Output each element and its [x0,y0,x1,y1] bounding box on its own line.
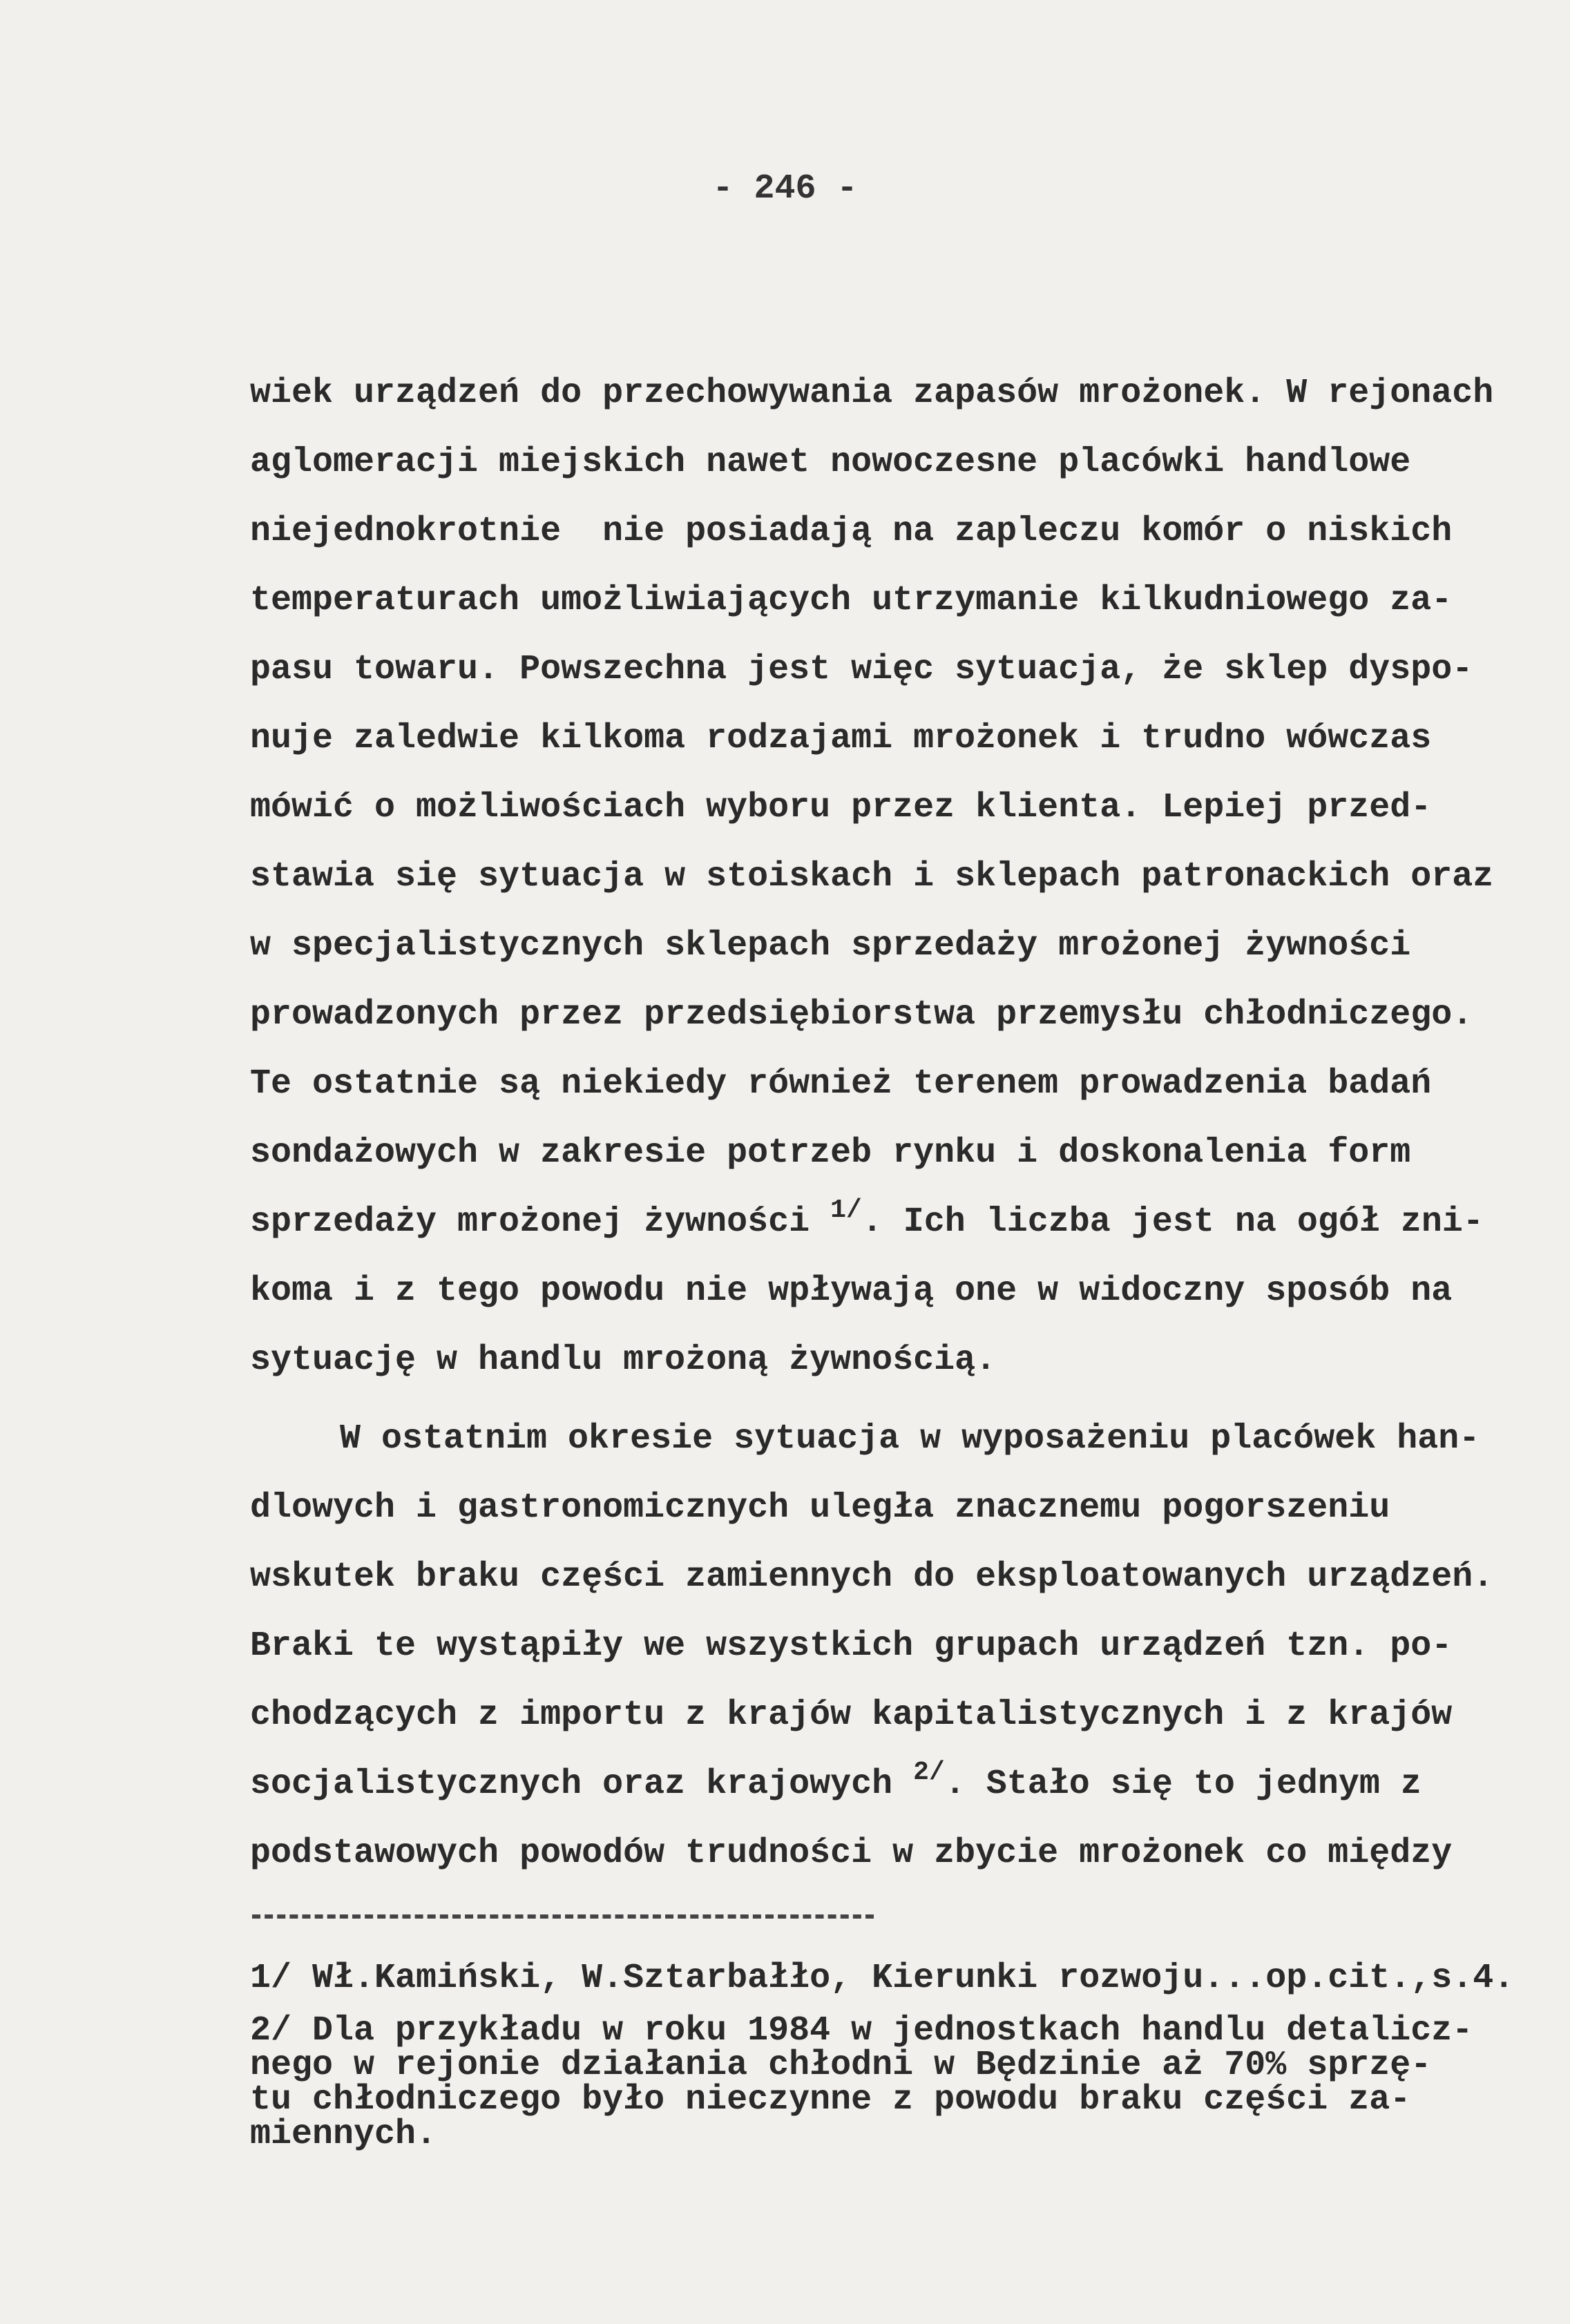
text-line: wiek urządzeń do przechowywania zapasów mrożonek. W rejonach [250,374,1494,413]
footnote-separator [252,1914,874,1919]
footnote-2-line: tu chłodniczego było nieczynne z powodu braku części za- [250,2080,1411,2120]
footnote-text: Dla przykładu w roku 1984 w jednostkach handlu detalicz- [312,2011,1473,2051]
text-line: mówić o możliwościach wyboru przez klienta. Lepiej przed- [250,788,1432,827]
text: . Stało się to jednym z [944,1765,1421,1804]
text-line: chodzących z importu z krajów kapitalistycznych i z krajów [250,1696,1453,1735]
text-line: w specjalistycznych sklepach sprzedaży mrożonej żywności [250,926,1411,966]
text-line: aglomeracji miejskich nawet nowoczesne placówki handlowe [250,443,1411,482]
text: . Ich liczba jest na ogół zni- [861,1202,1484,1242]
text: socjalistycznych oraz krajowych [250,1765,914,1804]
text-line [250,1750,1562,1819]
footnote-text: Wł.Kamiński, W.Sztarbałło, Kierunki rozwoju...op.cit.,s.4. [312,1959,1515,1998]
text-line: pasu towaru. Powszechna jest więc sytuacja, że sklep dyspo- [250,650,1473,689]
page-number: - 246 - [712,169,858,209]
paragraph-2 [250,1405,1562,1888]
footnote-2-line: nego w rejonie działania chłodni w Będzinie aż 70% sprzę- [250,2046,1432,2085]
text: sprzedaży mrożonej żywności [250,1202,831,1242]
body-text [250,359,1562,1888]
paragraph-1 [250,359,1562,1395]
text-line: wskutek braku części zamiennych do eksploatowanych urządzeń. [250,1557,1494,1597]
footnote-1 [250,1961,1562,1996]
footnote-marker: 1/ [250,1959,292,1998]
text-line: stawia się sytuacja w stoiskach i sklepach patronackich oraz [250,857,1494,896]
footnote-ref-2: 2/ [913,1758,945,1787]
text-line: niejednokrotnie nie posiadają na zapleczu komór o niskich [250,512,1453,551]
text-line: dlowych i gastronomicznych uległa znacznemu pogorszeniu [250,1488,1390,1528]
footnote-marker: 2/ [250,2011,292,2051]
footnote-ref-1: 1/ [830,1195,862,1225]
footnote-2 [250,2011,1562,2051]
footnotes [250,1961,1562,2152]
text-line: temperaturach umożliwiających utrzymanie kilkudniowego za- [250,581,1453,620]
footnote-2-line: miennych. [250,2115,437,2154]
text-line: podstawowych powodów trudności w zbycie mrożonek co między [250,1834,1453,1873]
text-line: koma i z tego powodu nie wpływają one w widoczny sposób na [250,1271,1453,1311]
text-line: sytuację w handlu mrożoną żywnością. [250,1341,997,1380]
text-line: Braki te wystąpiły we wszystkich grupach urządzeń tzn. po- [250,1626,1453,1666]
text-line [250,1188,1562,1257]
text-line: Te ostatnie są niekiedy również terenem prowadzenia badań [250,1064,1432,1104]
text-line: nuje zaledwie kilkoma rodzajami mrożonek i trudno wówczas [250,719,1432,758]
text-line: prowadzonych przez przedsiębiorstwa przemysłu chłodniczego. [250,995,1473,1035]
text-line: W ostatnim okresie sytuacja w wyposażeniu placówek han- [340,1419,1480,1459]
text-line: sondażowych w zakresie potrzeb rynku i doskonalenia form [250,1133,1411,1173]
